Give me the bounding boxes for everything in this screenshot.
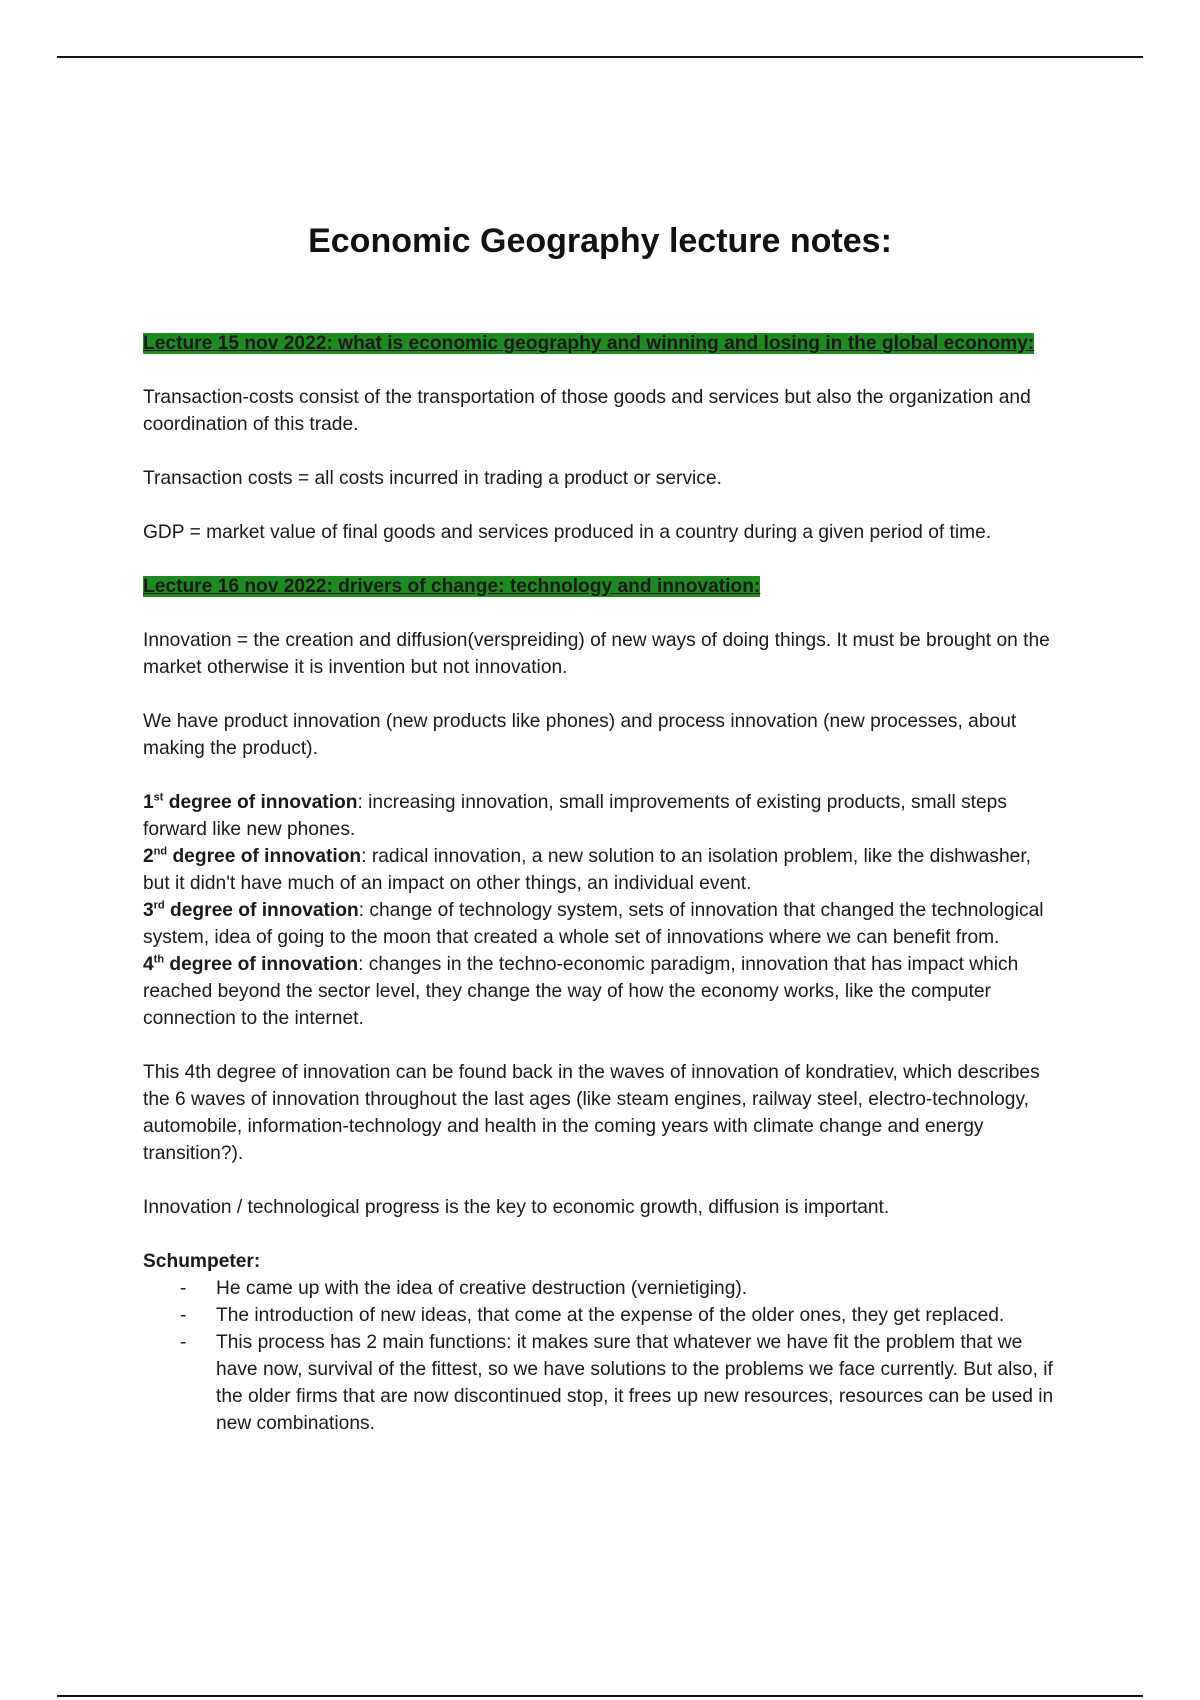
- degree-text: : increasing innovation, small improvements of existing products, small steps forward like new phones.: [143, 792, 1007, 840]
- paragraph: GDP = market value of final goods and services produced in a country during a given period of time.: [143, 522, 992, 543]
- degree-label-text: degree of innovation: [163, 792, 358, 813]
- degree-label: [143, 954, 358, 975]
- degree-label: [143, 792, 357, 813]
- list-item-text: The introduction of new ideas, that come at the expense of the older ones, they get replaced.: [216, 1305, 1005, 1326]
- list-item: [143, 1275, 1058, 1302]
- list-item-text: This process has 2 main functions: it makes sure that whatever we have fit the problem that we have now, survival of the fittest, so we have solutions to the problems we face currently. But also, if the older firms that are now discontinued stop, it frees up new resources, resources can be used in new combinations.: [216, 1332, 1054, 1434]
- degree-text: : changes in the techno-economic paradigm, innovation that has impact which reached beyond the sector level, they change the way of how the economy works, like the computer connection to the internet.: [143, 954, 1019, 1029]
- degree-item-4: [143, 951, 1058, 1032]
- degree-suffix: th: [153, 953, 165, 966]
- degree-number: 1: [143, 792, 154, 813]
- schumpeter-list: [143, 1275, 1058, 1437]
- schumpeter-heading: [143, 1248, 1058, 1275]
- list-item: [143, 1329, 1058, 1437]
- degree-number: 3: [143, 900, 154, 921]
- document-title: Economic Geography lecture notes:: [308, 222, 892, 260]
- paragraph: Transaction-costs consist of the transportation of those goods and services but also the organization and coordination of this trade.: [143, 387, 1031, 435]
- dash-bullet: -: [180, 1332, 187, 1353]
- list-item: [143, 1302, 1058, 1329]
- lecture-heading-2-text: Lecture 16 nov 2022: drivers of change: technology and innovation:: [143, 576, 761, 597]
- lecture-heading-1-text: Lecture 15 nov 2022: what is economic geography and winning and losing in the global economy:: [143, 333, 1035, 354]
- degree-text: : radical innovation, a new solution to an isolation problem, like the dishwasher, but it didn't have much of an impact on other things, an individual event.: [143, 846, 1031, 894]
- lecture-heading-1: [143, 330, 1058, 357]
- degree-label-text: degree of innovation: [164, 954, 359, 975]
- degree-item-2: [143, 843, 1058, 897]
- footer-rule: [57, 1695, 1143, 1697]
- list-item-text: He came up with the idea of creative destruction (vernietiging).: [216, 1278, 748, 1299]
- paragraph: We have product innovation (new products like phones) and process innovation (new processes, about making the product).: [143, 711, 1017, 759]
- degree-suffix: st: [153, 791, 164, 804]
- degree-suffix: rd: [153, 899, 165, 912]
- degree-suffix: nd: [153, 845, 168, 858]
- degree-item-3: [143, 897, 1058, 951]
- degree-number: 4: [143, 954, 154, 975]
- degree-label-text: degree of innovation: [164, 900, 359, 921]
- paragraph: This 4th degree of innovation can be found back in the waves of innovation of kondratiev, which describes the 6 waves of innovation throughout the last ages (like steam engines, railway steel, electro-technology, automobile, information-technology and health in the coming years with climate change and energy transition?).: [143, 1062, 1040, 1164]
- paragraph: Transaction costs = all costs incurred in trading a product or service.: [143, 468, 722, 489]
- header-rule: [57, 56, 1143, 58]
- paragraph: Innovation = the creation and diffusion(verspreiding) of new ways of doing things. It must be brought on the market otherwise it is invention but not innovation.: [143, 630, 1050, 678]
- dash-bullet: -: [180, 1278, 187, 1299]
- degree-text: : change of technology system, sets of innovation that changed the technological system, idea of going to the moon that created a whole set of innovations where we can benefit from.: [143, 900, 1044, 948]
- degree-label: [143, 846, 361, 867]
- document-body: [143, 330, 1058, 1437]
- schumpeter-heading-text: Schumpeter:: [143, 1251, 261, 1272]
- degree-number: 2: [143, 846, 154, 867]
- lecture-heading-2: [143, 573, 1058, 600]
- dash-bullet: -: [180, 1305, 187, 1326]
- degree-label: [143, 900, 359, 921]
- degree-item-1: [143, 789, 1058, 843]
- paragraph: Innovation / technological progress is the key to economic growth, diffusion is important.: [143, 1197, 890, 1218]
- degree-label-text: degree of innovation: [167, 846, 362, 867]
